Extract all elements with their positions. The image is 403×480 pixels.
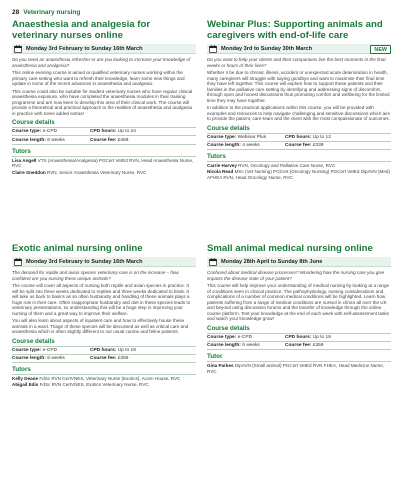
course-fee-label: Course fee: xyxy=(285,343,312,349)
course-length-label: Course length: xyxy=(12,356,46,362)
course-fee-value: £459 xyxy=(117,137,129,143)
course-dates-bar xyxy=(207,44,391,54)
course-dates: Monday 3rd February to Sunday 16th March xyxy=(26,258,143,265)
course-details-heading: Course details xyxy=(12,337,55,345)
course-fee-value: £359 xyxy=(117,356,129,362)
course-length-value: 6 weeks xyxy=(242,343,260,349)
course-paragraph: The course will cover all aspects of nursing both reptile and avian species in practice. It will be split into three weeks dedicated to reptiles and three weeks dedicated to birds. It will take us back to basics as so often husbandry and handling of these animals plays a huge role in their care. Often inappropriate husbandry and diet in these species leads to veterinary presentations, so understanding this will be a huge step in improving your nursing of them and a great way to improve their welfare. xyxy=(12,283,191,316)
course-anaesthesia xyxy=(12,19,196,176)
tutors-list xyxy=(207,161,391,180)
calendar-icon xyxy=(209,258,217,266)
course-intro: Do you need an anaesthesia refresher or are you looking to increase your knowledge of anaesthesia and analgesia? xyxy=(12,57,191,68)
calendar-icon xyxy=(14,258,22,266)
tutor-entry xyxy=(12,170,196,176)
course-length-label: Course length: xyxy=(207,343,241,349)
course-fee-value: £359 xyxy=(312,343,324,349)
tutor-credentials: RVN, Oncology and Palliative Care Nurse, RVC xyxy=(238,163,336,169)
course-details-heading: Course details xyxy=(12,119,55,126)
course-intro: Confused about medical disease processes? Wondering how the nursing care you give impacts the disease state of your patient? xyxy=(207,270,385,281)
tutor-entry xyxy=(12,376,196,382)
page-number: 28 xyxy=(12,8,20,16)
tutors-heading: Tutors xyxy=(207,153,226,161)
tutor-credentials: VTS (Anaesthesia/Analgesia) PGCert VetEd RVN, Head Anaesthesia Nurse, RVC xyxy=(12,157,194,169)
tutor-credentials: FdSc RVN CertVNES, Veterinary Nurse (Exotics), Acorn House, RVC xyxy=(39,376,181,382)
tutors-list xyxy=(207,361,391,374)
course-type-value: e-CPD xyxy=(237,334,253,340)
course-details xyxy=(12,127,196,145)
course-paragraph: This online evening course is aimed at qualified veterinary nurses working within the primary care setting who want to refresh their knowledge, learn some new things and update in some of the recent advances in anaesthesia and analgesia. xyxy=(12,70,185,86)
course-body xyxy=(12,70,196,116)
tutor-entry xyxy=(207,363,391,374)
course-fee-label: Course fee: xyxy=(90,356,117,362)
course-details xyxy=(207,133,391,151)
section-label: Veterinary nursing xyxy=(23,8,81,16)
tutor-credentials: FdSc RVN CertVNES, Exotics Veterinary Nurse, RVC xyxy=(39,382,149,388)
course-dates-bar xyxy=(12,257,196,267)
tutor-entry xyxy=(207,163,391,169)
tutor-name: Kelly Deane xyxy=(12,376,39,382)
course-length-value: 4 weeks xyxy=(242,143,260,149)
tutor-credentials: DipAVN (Small animal) PGCert VetEd RVN FHEA, Head Medicine Nurse, RVC xyxy=(207,363,385,374)
tutor-name: Claire Sneddon xyxy=(12,169,46,175)
course-title: Webinar Plus: Supporting animals and caregivers with end-of-life care xyxy=(207,19,383,41)
course-type-label: Course type: xyxy=(12,129,42,135)
course-type-value: Webinar Plus xyxy=(237,134,267,140)
course-fee-label: Course fee: xyxy=(285,143,312,149)
tutor-credentials: RVN, Senior Anaesthesia Veterinary Nurse, RVC xyxy=(46,169,147,175)
tutor-entry xyxy=(12,382,196,388)
course-dates: Monday 28th April to Sunday 8th June xyxy=(221,258,323,265)
course-title: Exotic animal nursing online xyxy=(12,243,143,254)
tutor-name: Nicola Read xyxy=(207,169,234,175)
course-exotic xyxy=(12,243,196,389)
cpd-hours-value: Up to 12 xyxy=(312,134,331,140)
tutor-name: Lisa Angell xyxy=(12,157,37,163)
cpd-hours-label: CPD hours: xyxy=(285,134,312,140)
course-dates: Monday 3rd February to Sunday 16th March xyxy=(26,45,143,52)
tutors-heading: Tutors xyxy=(12,366,31,374)
course-type-label: Course type: xyxy=(207,134,237,140)
course-intro: The demand for reptile and avian species veterinary care is on the increase – how confident are you nursing these unique animals? xyxy=(12,270,179,281)
course-length-value: 6 weeks xyxy=(47,137,65,143)
tutors-list xyxy=(12,156,196,175)
tutor-credentials: MSc (Vet Nursing) PGCert (Oncology Nursing) PGCert VetEd DipAVN (Med) AFHEA RVN, Head Oncology Nurse, RVC xyxy=(207,169,390,181)
tutors-heading: Tutors xyxy=(12,147,31,155)
course-paragraph: In addition to the practical applications within this course, you will be provided with examples and resources to help navigate challenging and sensitive discussions which aim to provide the patient, care-team and the client with the most compassionate of outcomes. xyxy=(207,105,391,121)
course-length-value: 6 weeks xyxy=(47,356,65,362)
cpd-hours-label: CPD hours: xyxy=(90,347,117,353)
cpd-hours-label: CPD hours: xyxy=(285,334,312,340)
course-medical xyxy=(207,243,391,375)
course-paragraph: This course could also be suitable for student veterinary nurses who have regular clinical anaesthesia exposure, who have completed the anaesthesia modules in their training programme and are now keen to develop this area of their clinical work. The course will provide a theoretical and practical approach to the realities of anaesthesia and analgesia in practice with some added extras! xyxy=(12,88,193,116)
calendar-icon xyxy=(14,45,22,53)
course-dates: Monday 3rd to Sunday 30th March xyxy=(221,45,313,52)
cpd-hours-value: Up to 18 xyxy=(117,347,136,353)
tutor-heading: Tutor xyxy=(207,353,223,361)
course-paragraph: This course will help improve your understanding of medical nursing by looking at a range of conditions seen in clinical practice. The pathophysiology, nursing considerations and complications of a number of common medical conditions will be highlighted. Learn how patients suffering from a range of medical conditions are nursed in clinics all over the UK and beyond using discussion forums and the transfer of knowledge through the online course platform. Test your knowledge at the end of each week with self-assessment tasks and watch your knowledge grow! xyxy=(207,283,390,321)
page-header xyxy=(12,6,80,18)
course-dates-bar xyxy=(207,257,391,267)
course-title: Anaesthesia and analgesia for veterinary nurses online xyxy=(12,19,151,41)
course-fee-value: £339 xyxy=(312,143,324,149)
course-body xyxy=(12,283,196,335)
course-dates-bar xyxy=(12,44,196,54)
tutor-name: Carrie Harvey xyxy=(207,163,237,169)
course-type-value: e-CPD xyxy=(42,129,58,135)
course-type-value: e-CPD xyxy=(42,347,58,353)
tutors-list xyxy=(12,374,196,388)
course-body xyxy=(207,70,391,122)
course-length-label: Course length: xyxy=(207,143,241,149)
course-fee-label: Course fee: xyxy=(90,137,117,143)
course-paragraph: Whether it be due to chronic illness, accident or unexpected acute deterioration in health, many caregivers will struggle with saying goodbye and want to maximise their final time they have left together. This course will explore how to support these patients and their families in the palliative care setting by identifying and addressing signs of discomfort, through open and honest discussions thus promoting comfort and wellbeing for the limited time they may have together. xyxy=(207,70,390,103)
course-length-label: Course length: xyxy=(12,137,46,143)
course-details-heading: Course details xyxy=(207,324,250,332)
course-type-label: Course type: xyxy=(12,347,42,353)
cpd-hours-value: Up to 18 xyxy=(312,334,331,340)
course-title: Small animal medical nursing online xyxy=(207,243,373,254)
tutor-name: Abigail Edis xyxy=(12,382,39,388)
course-end-of-life xyxy=(207,19,391,181)
tutor-entry xyxy=(207,169,391,180)
course-type-label: Course type: xyxy=(207,334,237,340)
course-intro: Do you want to help your clients and their companions live the best moments in the final weeks or hours of their lives? xyxy=(207,57,386,68)
calendar-icon xyxy=(209,45,217,53)
tutor-name: Gina Parkes xyxy=(207,363,234,369)
course-paragraph: You will also learn about aspects of inpatient care and how to effectively house these animals in a ward. Triage of these species will be discussed as well as critical care and anaesthesia which is often slightly different to our usual canine and feline patients. xyxy=(12,318,189,334)
cpd-hours-label: CPD hours: xyxy=(90,129,117,135)
new-badge: NEW xyxy=(370,45,391,54)
course-details xyxy=(207,333,391,351)
cpd-hours-value: Up to 24 xyxy=(117,129,136,135)
tutor-entry xyxy=(12,158,196,169)
course-details-heading: Course details xyxy=(207,124,250,132)
course-body xyxy=(207,283,391,322)
course-details xyxy=(12,346,196,364)
